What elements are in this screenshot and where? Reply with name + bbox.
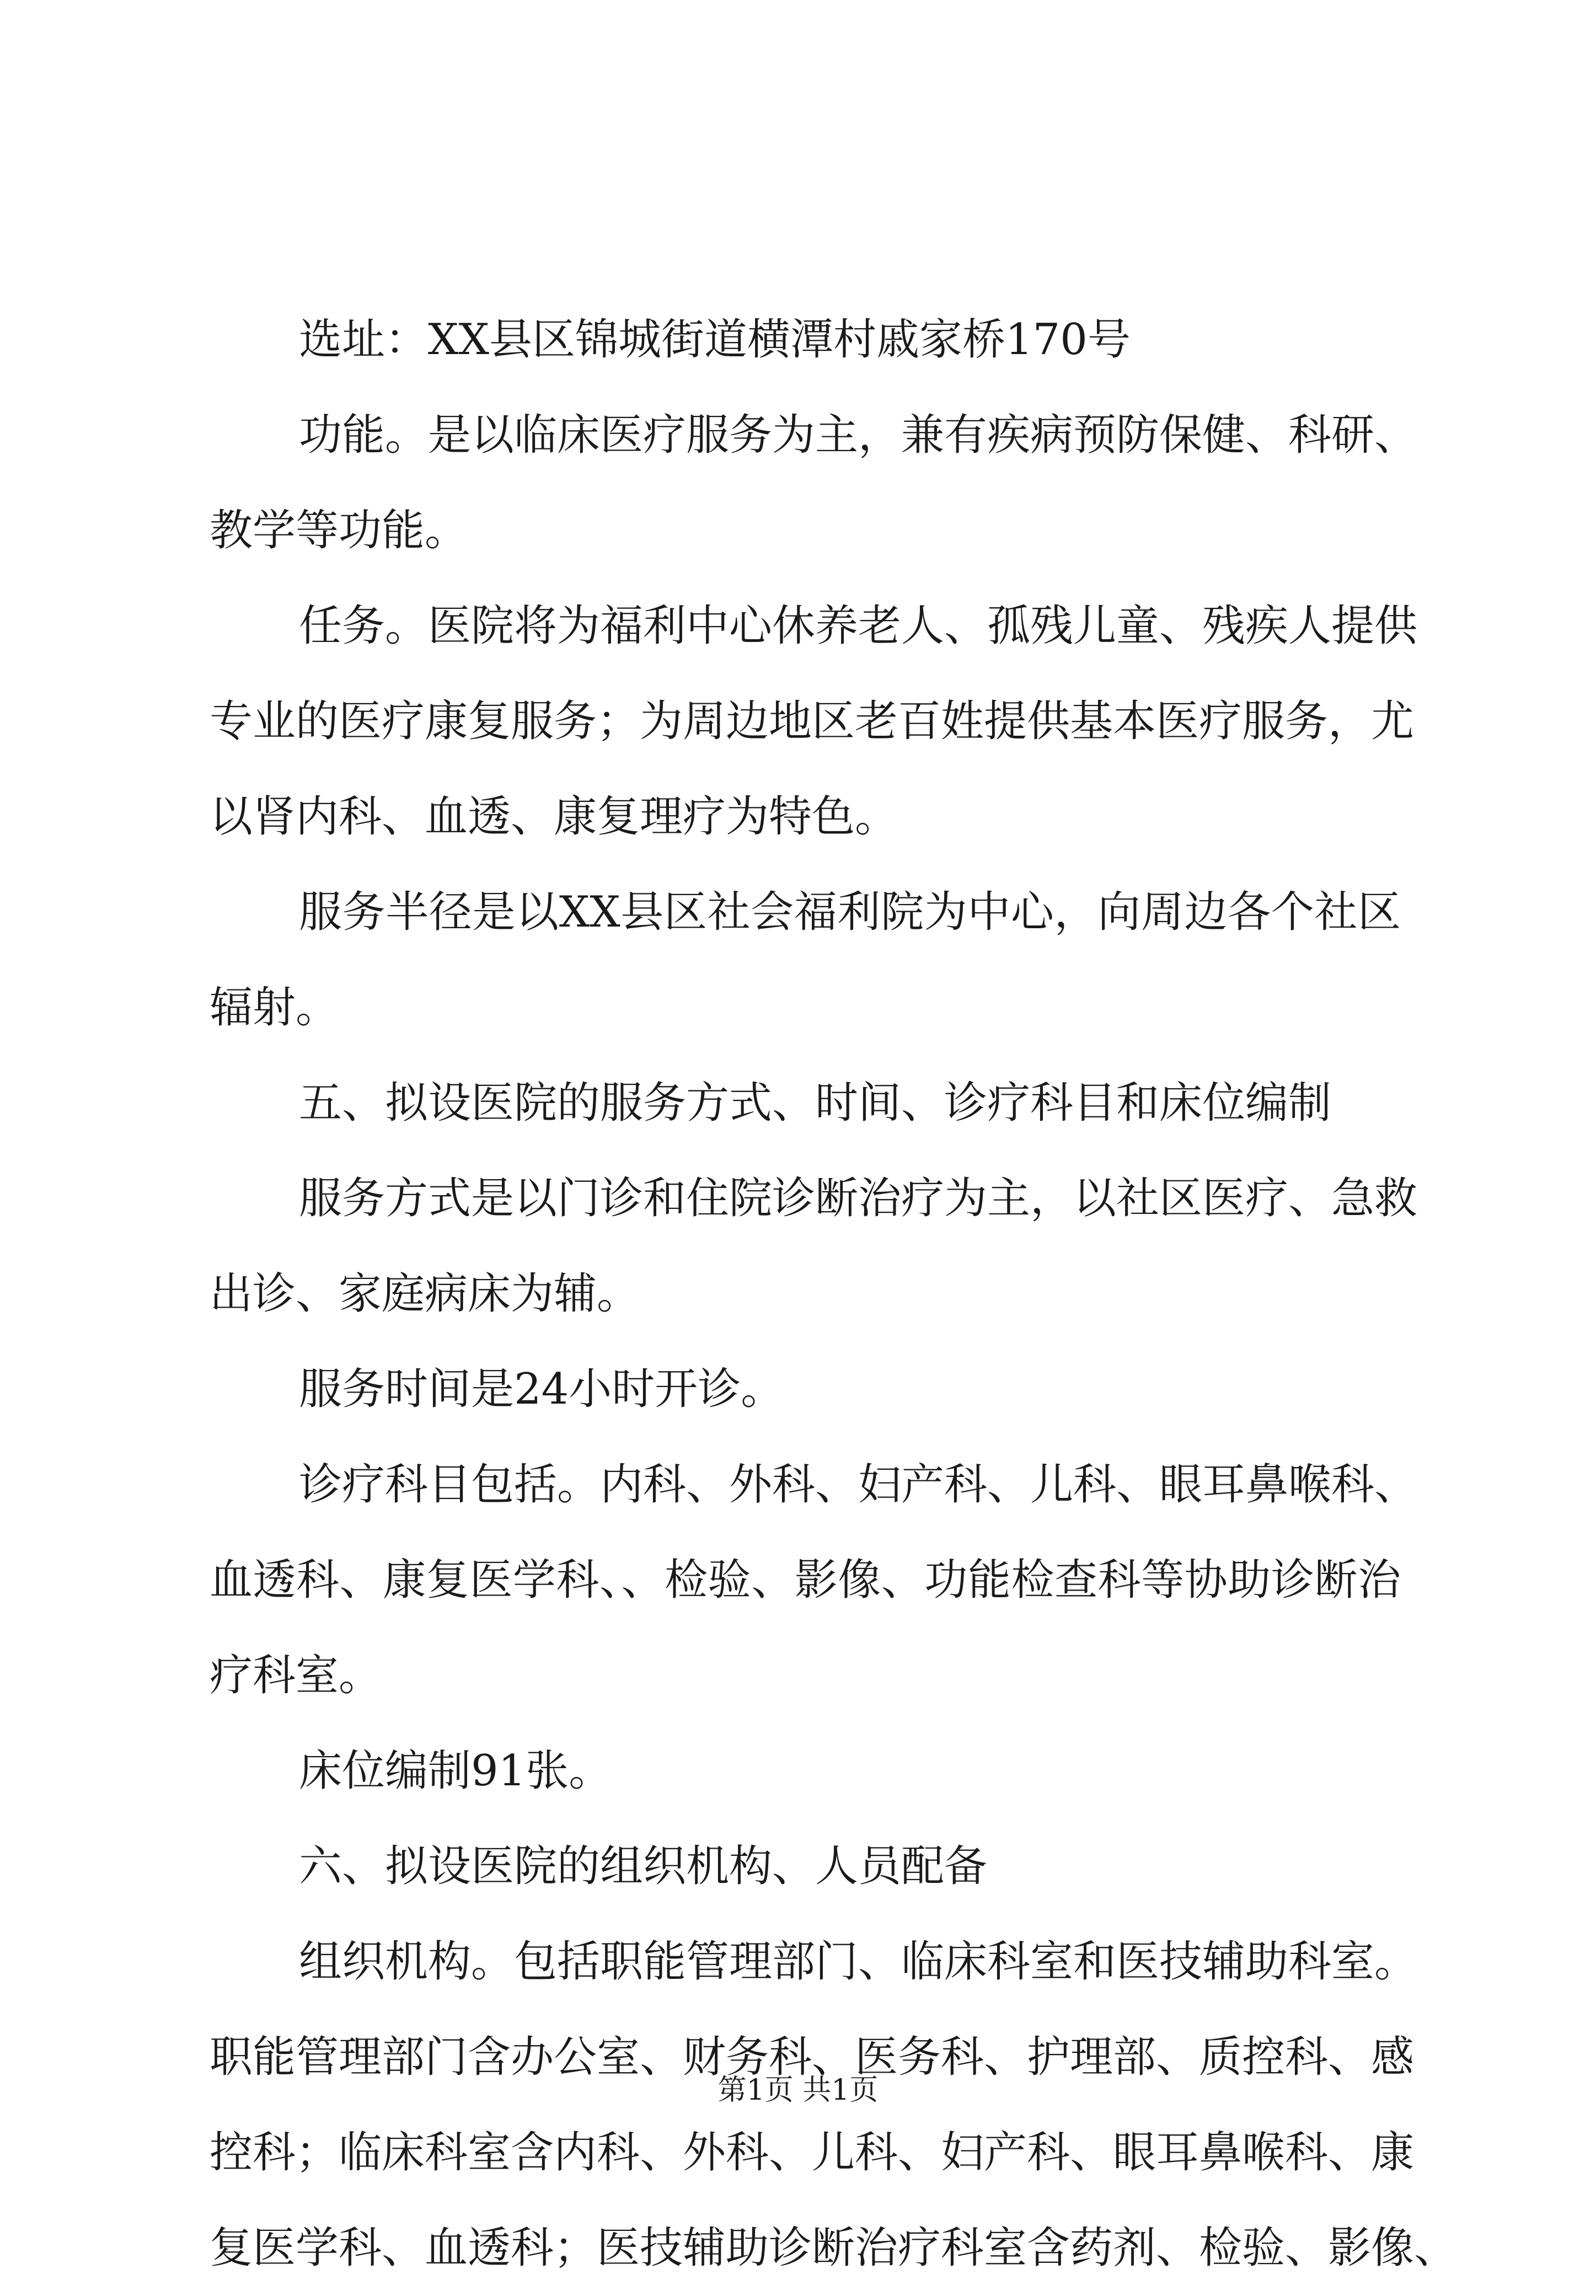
paragraph-line-task-cont-1: 专业的医疗康复服务；为周边地区老百姓提供基本医疗服务，尤 (210, 697, 1415, 746)
paragraph-line-task: 任务。医院将为福利中心休养老人、孤残儿童、残疾人提供 (299, 601, 1418, 651)
paragraph-line-service-radius-cont: 辐射。 (210, 983, 339, 1032)
paragraph-line-function-cont: 教学等功能。 (210, 506, 468, 555)
paragraph-line-service-radius: 服务半径是以XX县区社会福利院为中心，向周边各个社区 (299, 887, 1401, 937)
paragraph-line-departments-cont-2: 疗科室。 (210, 1651, 382, 1700)
paragraph-line-service-mode-cont: 出诊、家庭病床为辅。 (210, 1269, 640, 1319)
paragraph-line-task-cont-2: 以肾内科、血透、康复理疗为特色。 (210, 792, 898, 842)
paragraph-line-organization-cont-2: 控科；临床科室含内科、外科、儿科、妇产科、眼耳鼻喉科、康 (210, 2128, 1415, 2177)
paragraph-line-organization-cont-1: 职能管理部门含办公室、财务科、医务科、护理部、质控科、感 (210, 2032, 1415, 2082)
paragraph-line-organization: 组织机构。包括职能管理部门、临床科室和医技辅助科室。 (299, 1937, 1418, 1987)
document-body (210, 292, 1458, 2296)
paragraph-line-service-time: 服务时间是24小时开诊。 (299, 1364, 784, 1414)
paragraph-line-departments: 诊疗科目包括。内科、外科、妇产科、儿科、眼耳鼻喉科、 (299, 1460, 1418, 1510)
paragraph-line-organization-cont-3: 复医学科、血透科；医技辅助诊断治疗科室含药剂、检验、影像、 (210, 2223, 1458, 2273)
paragraph-line-function: 功能。是以临床医疗服务为主，兼有疾病预防保健、科研、 (299, 410, 1418, 460)
paragraph-line-location: 选址：XX县区锦城街道横潭村戚家桥170号 (299, 315, 1131, 365)
paragraph-line-departments-cont-1: 血透科、康复医学科、、检验、影像、功能检查科等协助诊断治 (210, 1555, 1401, 1605)
page-number-footer: 第1页 共1页 (717, 2074, 879, 2107)
section-heading-5: 五、拟设医院的服务方式、时间、诊疗科目和床位编制 (299, 1078, 1332, 1128)
section-heading-6: 六、拟设医院的组织机构、人员配备 (299, 1842, 988, 1891)
paragraph-line-service-mode: 服务方式是以门诊和住院诊断治疗为主，以社区医疗、急救 (299, 1174, 1418, 1223)
paragraph-line-beds: 床位编制91张。 (299, 1746, 612, 1796)
